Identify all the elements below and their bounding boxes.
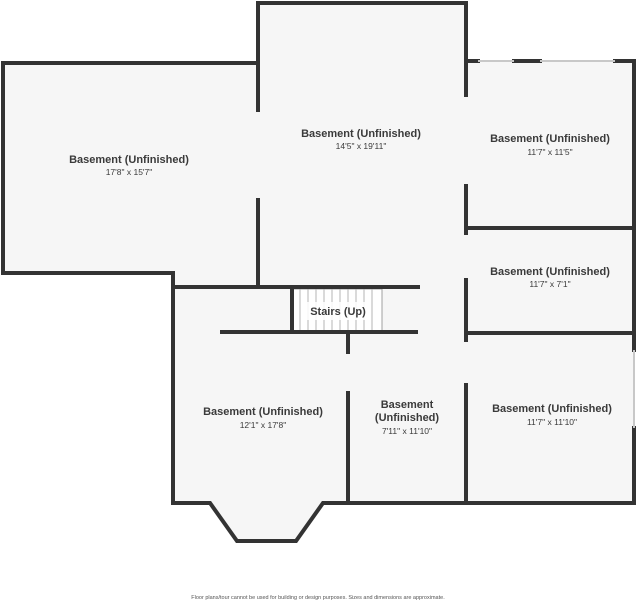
room-name: Basement (Unfinished)	[490, 133, 610, 145]
room-name: Basement (Unfinished)	[490, 266, 610, 278]
room-dimensions: 7'11" x 11'10"	[381, 426, 433, 436]
room-dimensions: 14'5" x 19'11"	[335, 141, 387, 151]
room-name: Basement (Unfinished)	[301, 128, 421, 140]
room-name: Basement	[380, 399, 434, 411]
room-dimensions: 11'7" x 11'5"	[527, 147, 573, 157]
room-dimensions: 12'1" x 17'8"	[239, 420, 287, 430]
stairs-label: Stairs (Up)	[310, 306, 366, 318]
room-name: Basement (Unfinished)	[69, 154, 189, 166]
room-name: (Unfinished)	[374, 412, 440, 424]
room-name: Basement (Unfinished)	[203, 406, 323, 418]
room-name: Basement (Unfinished)	[492, 403, 612, 415]
room-bottom-mid	[375, 399, 439, 436]
room-dimensions: 11'7" x 7'1"	[529, 279, 571, 289]
room-dimensions: 11'7" x 11'10"	[526, 417, 578, 427]
disclaimer-text: Floor plans/tour cannot be used for building or design purposes. Sizes and dimensions are approximate.	[191, 595, 445, 601]
room-dimensions: 17'8" x 15'7"	[105, 167, 153, 177]
